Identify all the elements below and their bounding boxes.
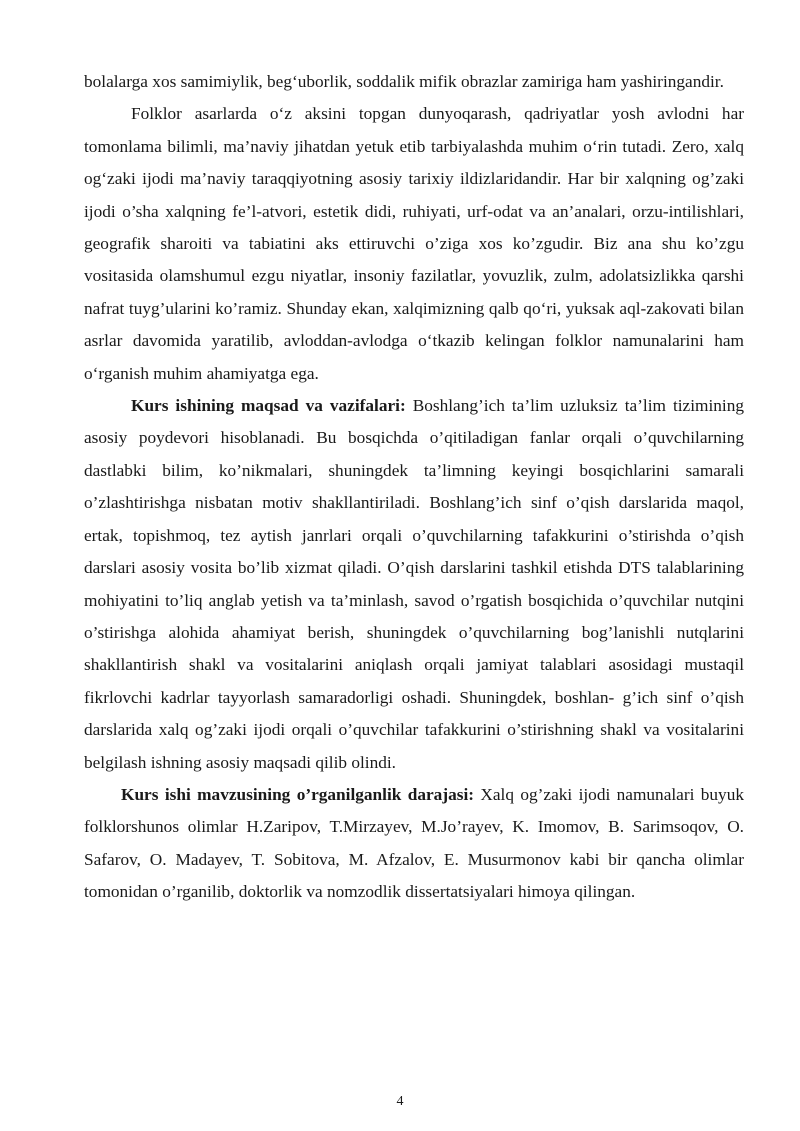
paragraph-heading: Kurs ishining maqsad va vazifalari: xyxy=(131,396,406,416)
paragraph-folklore xyxy=(84,98,744,390)
document-page xyxy=(84,66,744,909)
paragraph-heading: Kurs ishi mavzusining o’rganilganlik darajasi: xyxy=(121,784,474,804)
paragraph-course-goals xyxy=(84,390,744,779)
paragraph-text: Boshlang’ich ta’lim uzluksiz ta’lim tizimining asosiy poydevori hisoblanadi. Bu bosqichda o’qitiladigan fanlar orqali o’quvchilarning dastlabki bilim, ko’nikmalari, shuningdek ta’limning keyingi bosqichlarini samarali o’zlashtirishga nisbatan motiv shakllantiriladi. Boshlang’ich sinf o’qish darslarida maqol, ertak, topishmoq, tez aytish janrlari orqali o’quvchilarning tafakkurini o’stirishda o’qish darslari asosiy vosita bo’lib xizmat qiladi. O’qish darslarini tashkil etishda DTS talablarining mohiyatini to’liq anglab yetish va ta’minlash, savod o’rgatish bosqichida o’quvchilar nutqini o’stirishga alohida ahamiyat berish, shuningdek o’quvchilarning bog’lanishli nutqlarini shakllantirish shakl va vositalarini aniqlash orqali jamiyat talablari asosidagi mustaqil fikrlovchi kadrlar tayyorlash samaradorligi oshadi. Shuningdek, boshlan- g’ich sinf o’qish darslarida xalq og’zaki ijodi orqali o’quvchilar tafakkurini o’stirishning shakl va vositalarini belgilash ishning asosiy maqsadi qilib olindi. xyxy=(84,396,744,772)
paragraph-text: Xalq og’zaki ijodi namunalari buyuk folklorshunos olimlar H.Zaripov, T.Mirzayev, M.Jo’rayev, K. Imomov, B. Sarimsoqov, O. Safarov, O. Madayev, T. Sobitova, M. Afzalov, E. Musurmonov kabi bir qancha olimlar tomonidan o’rganilib, doktorlik va nomzodlik dissertatsiyalari himoya qilingan. xyxy=(84,784,744,902)
page-number: 4 xyxy=(396,1094,404,1109)
paragraph-continuation xyxy=(84,66,744,98)
paragraph-research-degree xyxy=(84,779,744,909)
paragraph-text: bolalarga xos samimiylik, beg‘uborlik, soddalik mifik obrazlar zamiriga ham yashiringandir. xyxy=(84,72,724,91)
paragraph-text: Folklor asarlarda o‘z aksini topgan dunyoqarash, qadriyatlar yosh avlodni har tomonlama bilimli, ma’naviy jihatdan yetuk etib tarbiyalashda muhim o‘rin tutadi. Zero, xalq og‘zaki ijodi ma’naviy taraqqiyotning asosiy tarixiy ildizlaridandir. Har bir xalqning og’zaki ijodi o’sha xalqning fe’l-atvori, estetik didi, ruhiyati, urf-odat va an’analari, orzu-intilishlari, geografik sharoiti va tabiatini aks ettiruvchi o’ziga xos ko’zgudir. Biz ana shu ko’zgu vositasida olamshumul ezgu niyatlar, insoniy fazilatlar, yovuzlik, zulm, adolatsizlikka qarshi nafrat tuyg’ularini ko’ramiz. Shunday ekan, xalqimizning qalb qo‘ri, yuksak aql-zakovati bilan asrlar davomida yaratilib, avloddan-avlodga o‘tkazib kelingan folklor namunalarini ham o‘rganish muhim ahamiyatga ega. xyxy=(84,104,744,383)
